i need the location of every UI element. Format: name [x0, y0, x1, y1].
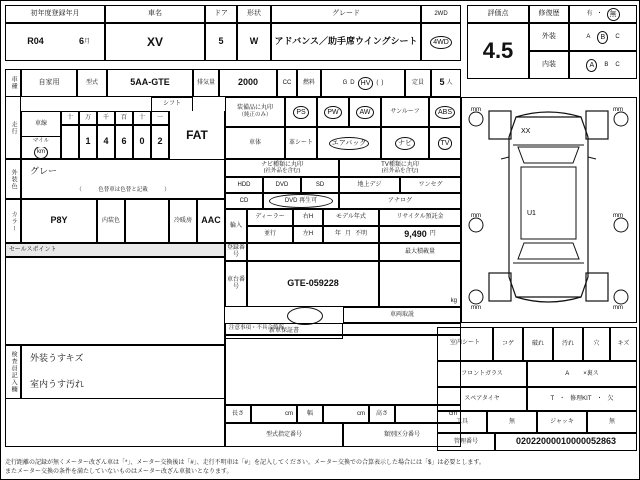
tv-title-text: TV種類に丸印: [381, 161, 419, 168]
class-number-label: 類別区分番号: [343, 423, 461, 447]
equip-pw: [317, 97, 349, 127]
inspection-blank-area: [5, 399, 225, 447]
svg-text:U1: U1: [527, 210, 536, 217]
inspection-note-1: 外装うすキズ: [21, 345, 225, 372]
door-value: 5: [205, 23, 237, 61]
interior-option-a: A: [586, 59, 597, 72]
recycle-value: 9,490: [404, 228, 427, 239]
repair-options: [569, 5, 637, 23]
cc-label: CC: [277, 69, 297, 97]
exterior-label: 外装: [529, 23, 569, 51]
digit-3: 6: [115, 125, 133, 159]
vehicle-type-vert-label: 車種: [5, 69, 21, 97]
repair-label: 修復歴: [529, 5, 569, 23]
spare-tire-option-none: 欠: [607, 395, 614, 402]
repair-option-sep: ・: [596, 10, 603, 17]
capacity-label: 定員: [405, 69, 431, 97]
svg-text:mm: mm: [613, 305, 623, 311]
tv-analog: アナログ: [339, 193, 461, 209]
shift-label: シフト: [151, 97, 193, 111]
color-code-vert-label: カラー: [5, 199, 21, 243]
tv-title: [339, 159, 461, 177]
recycle-unit: 円: [429, 231, 436, 238]
grade-label: グレード: [271, 5, 421, 23]
shape-value: W: [237, 23, 271, 61]
fuel-option-open: (: [376, 79, 379, 86]
spare-tire-sep-2: ・: [596, 395, 603, 402]
mileage-unit-mile: マイル: [21, 137, 61, 147]
unit-ju: 十: [133, 111, 151, 125]
model-label: 型式: [77, 69, 107, 97]
drive-4wd-label: [421, 23, 461, 61]
tv-oneseg: ワンセグ: [400, 177, 461, 193]
ac-label: 冷暖房: [169, 199, 197, 243]
equip-abs: [429, 97, 461, 127]
dealer-label: ディーラー: [247, 209, 293, 226]
equip-sunroof: サンルーフ: [381, 97, 429, 127]
equip-navi-circle: ナビ: [395, 137, 415, 150]
reg-month-value: 6 月: [65, 23, 105, 61]
spare-tire-option-t: T: [550, 395, 555, 402]
shape-label: 形状: [237, 5, 271, 23]
displacement-value: 2000: [219, 69, 277, 97]
condition-col-yogore: 汚れ: [553, 327, 583, 361]
nav-title: [225, 159, 339, 177]
chassis-value: GTE-059228: [247, 261, 379, 307]
sales-point-area: [5, 257, 225, 345]
interior-seat-label-1: 室内シート: [449, 340, 480, 347]
fuel-option-hv: HV: [358, 77, 374, 90]
exterior-option-b: B: [597, 31, 608, 44]
nav-sd: SD: [301, 177, 339, 193]
length-label: 長さ: [225, 405, 251, 423]
interior-option-b: B: [604, 61, 609, 68]
equip-aw-circle: AW: [356, 106, 373, 119]
footer-line-2: またメーター交換の条件を満たしていないものはメーター改ざん車扱いとなります。: [5, 469, 233, 475]
owner-label: 自家用: [21, 69, 77, 97]
spare-tire-options: [527, 387, 637, 411]
warranty-label: 新車保証書: [225, 323, 343, 339]
spare-tire-label: スペアタイヤ: [437, 387, 527, 411]
tv-digital: 地上デジ: [339, 177, 400, 193]
model-year-year: 年: [334, 231, 341, 238]
mileage-unit-km: [21, 147, 61, 159]
model-value: 5AA-GTE: [107, 69, 193, 97]
equip-ps: [285, 97, 317, 127]
equip-abs-circle: ABS: [435, 106, 455, 119]
tools-label: 工具: [437, 411, 487, 433]
equip-aw: [349, 97, 381, 127]
interior-label: 内装: [529, 51, 569, 79]
repair-option-no: 無: [607, 8, 620, 21]
fuel-label: 燃料: [297, 69, 321, 97]
unit-hyaku: 百: [115, 111, 133, 125]
model-year-values: [323, 226, 379, 243]
car-name-label: 車名: [105, 5, 205, 23]
exterior-color-value: グレー: [21, 159, 225, 183]
mileage-row-label: 走行: [5, 97, 21, 159]
equip-leather: 革シート: [285, 127, 317, 159]
interior-seat-label: [437, 327, 493, 361]
reg-year-label: 初年度登録年月: [5, 5, 105, 23]
reg-number-label: 登録番号: [225, 243, 247, 261]
height-unit: cm: [395, 405, 461, 423]
drive-2wd-label: 2WD: [421, 5, 461, 23]
wire-label: 車線: [21, 111, 61, 137]
inspection-note-2: 室内うす汚れ: [21, 372, 225, 399]
svg-text:mm: mm: [613, 107, 623, 113]
equip-airbag-circle: エアバック: [329, 137, 369, 150]
handle-left: 左H: [293, 226, 323, 243]
condition-col-koge: コゲ: [493, 327, 523, 361]
svg-text:mm: mm: [613, 213, 623, 219]
unit-ichi: 一: [151, 111, 169, 125]
car-diagram: [461, 97, 637, 323]
nav-dvd-playable: DVD 再生可: [263, 193, 339, 209]
front-glass-option-b: ×裏ス: [583, 370, 599, 377]
front-glass-option-a: A: [565, 370, 570, 377]
exterior-color-vert-label: 外装色: [5, 159, 21, 199]
equip-tv: [429, 127, 461, 159]
capacity-value: 5 人: [431, 69, 461, 97]
digit-1: 1: [79, 125, 97, 159]
model-year-label: モデル年式: [323, 209, 379, 226]
interior-option-c: C: [615, 61, 620, 68]
equip-navi: [381, 127, 429, 159]
footer-line-1: 走行距離の記録が無くメーター改ざん車は「*」、メーター交換後は「#」、走行不明車は「#」を記入してください。メーター交換での合算表示した場合には「$」は必要とします。: [5, 460, 485, 466]
vehicle-manual-label: 車両取説: [343, 307, 461, 323]
door-label: ドア: [205, 5, 237, 23]
model-year-unknown: 不明: [355, 231, 368, 238]
equip-airbag: [317, 127, 381, 159]
spare-tire-option-kit: 修理KIT: [570, 395, 592, 402]
drive-4wd-circle: 4WD: [430, 36, 452, 49]
digit-4: 0: [133, 125, 151, 159]
repair-option-yes: 有: [586, 10, 593, 17]
color-note: （ 色替車は色替と記載 ）: [21, 183, 225, 199]
max-load-unit: kg: [379, 261, 461, 307]
equipment-title: [225, 97, 285, 127]
control-number-value: 02022000010000052863: [495, 433, 637, 451]
equip-pw-circle: PW: [324, 106, 341, 119]
exterior-option-a: A: [586, 33, 591, 40]
reg-year-value: R04: [5, 23, 65, 61]
svg-text:XX: XX: [521, 128, 531, 135]
digit-0: [61, 125, 79, 159]
interior-options: [569, 51, 637, 79]
shift-value: FAT: [169, 111, 225, 159]
unit-ten-man: 十: [61, 111, 79, 125]
digit-2: 4: [97, 125, 115, 159]
unit-man: 万: [79, 111, 97, 125]
jack-value: 無: [587, 411, 637, 433]
color-code-value: P8Y: [21, 199, 97, 243]
tools-value: 無: [487, 411, 537, 433]
car-name-value: XV: [105, 23, 205, 61]
wheel-label: 輪入: [225, 209, 247, 243]
parallel-label: 並行: [247, 226, 293, 243]
equipment-title-text: 装備品に丸印: [236, 105, 273, 112]
spare-tire-sep-1: ・: [559, 395, 566, 402]
svg-text:mm: mm: [471, 107, 481, 113]
equipment-subtitle-text: （純正のみ）: [238, 112, 272, 119]
grade-value: アドバンス／助手席ウイングシート: [271, 23, 421, 61]
recycle-value-box: [379, 226, 461, 243]
digit-5: 2: [151, 125, 169, 159]
fuel-option-g: G: [342, 79, 348, 86]
nav-hdd: HDD: [225, 177, 263, 193]
equipment-body-label: 車体: [225, 127, 285, 159]
front-glass-label: フロントガラス: [437, 361, 527, 387]
type-designation-label: 型式指定番号: [225, 423, 343, 447]
score-label: 評価点: [467, 5, 529, 23]
interior-color-value: [125, 199, 169, 243]
front-glass-options: [527, 361, 637, 387]
inspection-vert-label: 検査員記入欄: [5, 345, 21, 399]
footer-notes: [5, 459, 635, 477]
fuel-option-close: ): [381, 79, 384, 86]
condition-col-kizu: キズ: [610, 327, 637, 361]
fuel-option-d: D: [350, 79, 355, 86]
handle-right: 右H: [293, 209, 323, 226]
km-circle: km: [34, 147, 48, 159]
exterior-option-c: C: [615, 33, 620, 40]
model-year-month: 月: [344, 231, 351, 238]
length-unit: cm: [251, 405, 297, 423]
condition-col-yabure: 破れ: [523, 327, 553, 361]
tv-note-text: (社外品を含む): [381, 168, 419, 175]
fuel-options: [321, 69, 405, 97]
width-label: 幅: [297, 405, 323, 423]
exterior-options: [569, 23, 637, 51]
svg-text:mm: mm: [471, 305, 481, 311]
nav-title-text: ナビ種類に丸印: [260, 161, 303, 168]
jack-label: ジャッキ: [537, 411, 587, 433]
displacement-label: 排気量: [193, 69, 219, 97]
reg-number-value: [247, 243, 379, 261]
equip-tv-circle: TV: [438, 137, 453, 150]
condition-col-ana: 穴: [583, 327, 610, 361]
warranty-notes-area: [225, 335, 461, 405]
chassis-label: 車台番号: [225, 261, 247, 307]
nav-dvd: DVD: [263, 177, 301, 193]
width-unit: cm: [323, 405, 369, 423]
unit-sen: 千: [97, 111, 115, 125]
ac-value: AAC: [197, 199, 225, 243]
interior-color-label: 内装色: [97, 199, 125, 243]
equip-ps-circle: PS: [293, 106, 308, 119]
nav-note-text: (社外品を含む): [263, 168, 301, 175]
score-value: 4.5: [467, 23, 529, 79]
sales-point-label: セールスポイント: [5, 243, 225, 257]
svg-text:mm: mm: [471, 213, 481, 219]
nav-cd: CD: [225, 193, 263, 209]
height-label: 高さ: [369, 405, 395, 423]
recycle-label: リサイクル預託金: [379, 209, 461, 226]
warranty-sub-label: 注意事項・不具合箇所: [225, 323, 461, 335]
max-load-label: 最大積載量: [379, 243, 461, 261]
control-number-label: 管理番号: [437, 433, 495, 451]
